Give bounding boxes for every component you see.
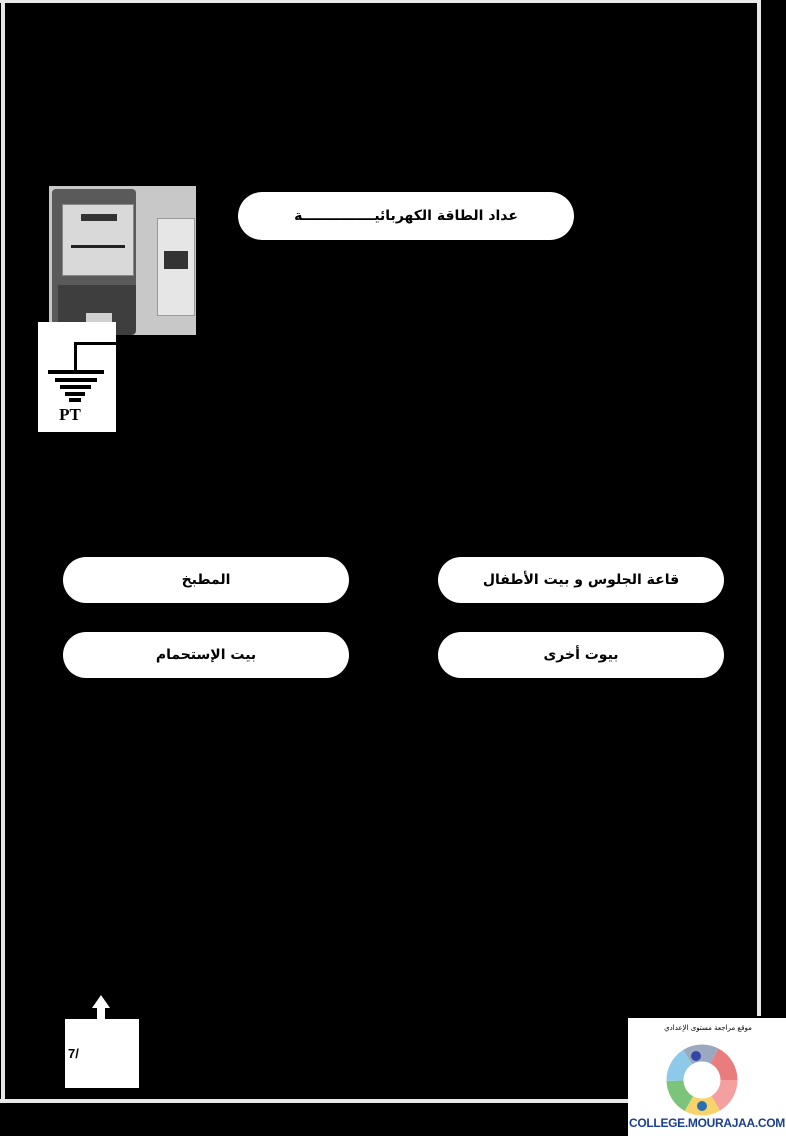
meter-face	[62, 204, 134, 276]
meter-digits	[81, 214, 117, 221]
ground-label: PT	[59, 405, 81, 424]
logo-ring-icon	[666, 1044, 738, 1116]
right-margin	[763, 0, 786, 1016]
room-kitchen: المطبخ	[63, 557, 349, 603]
arrow-up-icon	[92, 995, 110, 1021]
page-frame-top	[0, 0, 760, 3]
circuit-breaker	[157, 218, 195, 316]
page-content-area	[5, 5, 755, 1096]
logo-site-text: COLLEGE.MOURAJAA.COM	[628, 1116, 785, 1130]
page-frame-bottom	[0, 1099, 630, 1103]
site-logo[interactable]	[628, 1018, 786, 1136]
logo-arc-text: موقع مراجعة مستوى الإعدادي	[664, 1024, 752, 1032]
ground-symbol-box	[38, 322, 116, 432]
room-bathroom: بيت الإستحمام	[63, 632, 349, 678]
meter-photo	[49, 186, 196, 335]
meter-plate	[86, 313, 112, 322]
page-title: عداد الطاقة الكهربائيـــــــــــــــة	[238, 192, 574, 240]
room-other: بيوت أخرى	[438, 632, 724, 678]
room-living-kids: قاعة الجلوس و بيت الأطفال	[438, 557, 724, 603]
page-frame-right	[757, 0, 761, 1016]
breaker-switch	[164, 251, 188, 269]
meter-bar	[71, 245, 125, 248]
meter-body	[52, 189, 136, 335]
page-number: 7/	[68, 1046, 79, 1061]
